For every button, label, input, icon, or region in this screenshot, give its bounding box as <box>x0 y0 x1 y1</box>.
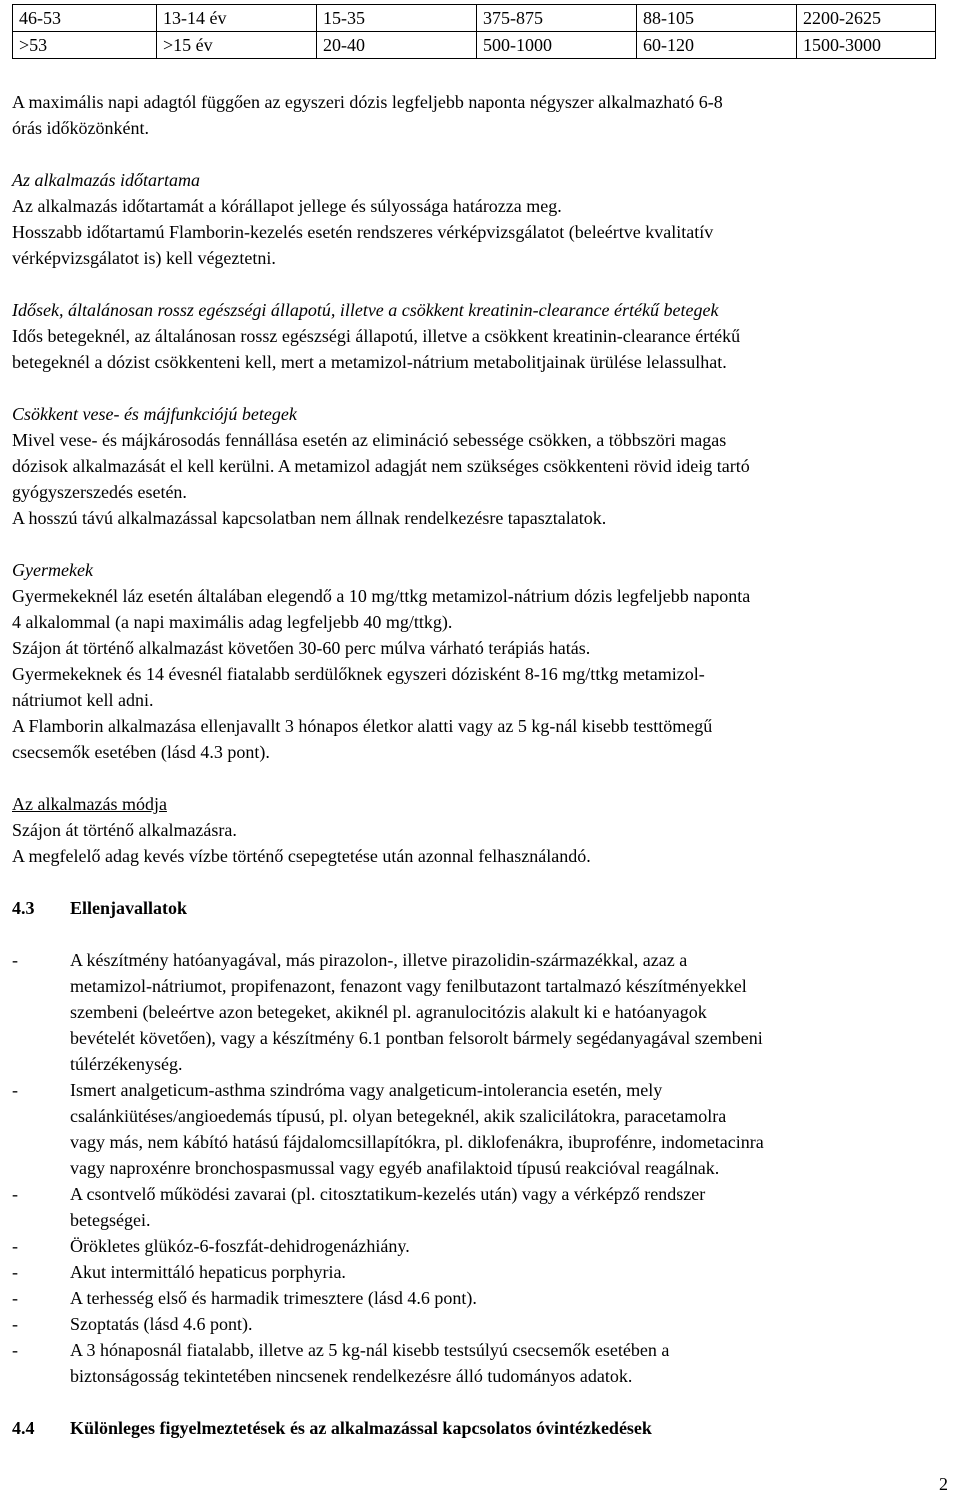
list-item-text: csalánkiütéses/angioedemás típusú, pl. olyan betegeknél, akik szalicilátokra, paracetamolra <box>70 1106 727 1126</box>
list-bullet <box>12 1103 70 1129</box>
children-heading: Gyermekek <box>12 560 93 580</box>
section-4-4-heading <box>12 1415 940 1441</box>
section-number: 4.4 <box>12 1418 35 1438</box>
list-bullet <box>12 1155 70 1181</box>
list-item <box>12 947 940 973</box>
list-bullet <box>12 1207 70 1233</box>
list-item-text: szembeni (beleértve azon betegeket, akiknél pl. agranulocitózis alakult ki e hatóanyagok <box>70 1002 707 1022</box>
method-text: Szájon át történő alkalmazásra. <box>12 820 237 840</box>
list-item-text: biztonságosság tekintetében nincsenek rendelkezésre álló tudományos adatok. <box>70 1366 633 1386</box>
method-text: A megfelelő adag kevés vízbe történő csepegtetése után azonnal felhasználandó. <box>12 846 591 866</box>
table-cell: 46-53 <box>13 5 157 32</box>
section-title: Ellenjavallatok <box>70 898 188 918</box>
list-item <box>12 1311 940 1337</box>
list-item-text: vagy naproxénre bronchospasmussal vagy egyéb anafilaktoid típusú reakcióval reagálnak. <box>70 1158 720 1178</box>
table-row <box>13 5 936 32</box>
list-item-text: A 3 hónaposnál fiatalabb, illetve az 5 kg-nál kisebb testsúlyú csecsemők esetében a <box>70 1340 670 1360</box>
list-item-text: Szoptatás (lásd 4.6 pont). <box>70 1314 253 1334</box>
list-bullet <box>12 973 70 999</box>
table-cell: 20-40 <box>317 32 477 59</box>
list-item-text: túlérzékenység. <box>70 1054 183 1074</box>
renal-text: Mivel vese- és májkárosodás fennállása esetén az elimináció sebessége csökken, a többszöri magas <box>12 430 727 450</box>
list-item <box>12 1129 940 1155</box>
duration-heading: Az alkalmazás időtartama <box>12 170 201 190</box>
list-item <box>12 1259 940 1285</box>
duration-text: Az alkalmazás időtartamát a kórállapot jellege és súlyossága határozza meg. <box>12 196 562 216</box>
dosage-frequency-text: A maximális napi adagtól függően az egyszeri dózis legfeljebb naponta négyszer alkalmazható 6-8 <box>12 92 723 112</box>
section-title: Különleges figyelmeztetések és az alkalmazással kapcsolatos óvintézkedések <box>70 1418 652 1438</box>
dose-table <box>12 4 936 59</box>
list-item <box>12 1181 940 1207</box>
list-item <box>12 1285 940 1311</box>
children-text: Gyermekeknél láz esetén általában elegendő a 10 mg/ttkg metamizol-nátrium dózis legfeljebb naponta <box>12 586 751 606</box>
list-item-text: bevételét követően), vagy a készítmény 6.1 pontban felsorolt bármely segédanyagával szembeni <box>70 1028 763 1048</box>
list-item-text: Örökletes glükóz-6-foszfát-dehidrogenázhiány. <box>70 1236 410 1256</box>
list-item <box>12 1337 940 1363</box>
list-item <box>12 1025 940 1051</box>
list-item <box>12 999 940 1025</box>
list-item-text: A csontvelő működési zavarai (pl. citosztatikum-kezelés után) vagy a vérképző rendszer <box>70 1184 706 1204</box>
list-item <box>12 1103 940 1129</box>
section-4-3-heading <box>12 895 940 921</box>
children-text: 4 alkalommal (a napi maximális adag legfeljebb 40 mg/ttkg). <box>12 612 453 632</box>
table-cell: 2200-2625 <box>797 5 936 32</box>
list-item <box>12 973 940 999</box>
children-text: Gyermekeknek és 14 évesnél fiatalabb serdülőknek egyszeri dózisként 8-16 mg/ttkg metamizol- <box>12 664 705 684</box>
children-text: nátriumot kell adni. <box>12 690 154 710</box>
children-text: csecsemők esetében (lásd 4.3 pont). <box>12 742 270 762</box>
table-cell: 15-35 <box>317 5 477 32</box>
list-bullet: - <box>12 1288 18 1308</box>
list-item-text: Ismert analgeticum-asthma szindróma vagy analgeticum-intolerancia esetén, mely <box>70 1080 663 1100</box>
list-item-text: A terhesség első és harmadik trimesztere (lásd 4.6 pont). <box>70 1288 477 1308</box>
table-cell: 60-120 <box>637 32 797 59</box>
list-bullet: - <box>12 1184 18 1204</box>
document-page <box>12 4 940 1441</box>
renal-text: gyógyszerszedés esetén. <box>12 482 187 502</box>
contraindication-list <box>12 947 940 1389</box>
duration-text: Hosszabb időtartamú Flamborin-kezelés esetén rendszeres vérképvizsgálatot (beleértve kvalitatív <box>12 222 714 242</box>
list-bullet: - <box>12 950 18 970</box>
list-bullet <box>12 1025 70 1051</box>
table-cell: 13-14 év <box>157 5 317 32</box>
page-number: 2 <box>939 1474 948 1494</box>
list-item-text: vagy más, nem kábító hatású fájdalomcsillapítókra, pl. diklofenákra, ibuprofénre, indometacinra <box>70 1132 764 1152</box>
list-bullet <box>12 1129 70 1155</box>
list-bullet: - <box>12 1236 18 1256</box>
children-text: A Flamborin alkalmazása ellenjavallt 3 hónapos életkor alatti vagy az 5 kg-nál kisebb testtömegű <box>12 716 713 736</box>
list-item <box>12 1363 940 1389</box>
list-bullet: - <box>12 1340 18 1360</box>
list-item <box>12 1051 940 1077</box>
list-item <box>12 1077 940 1103</box>
section-number: 4.3 <box>12 898 35 918</box>
list-bullet <box>12 1363 70 1389</box>
list-bullet <box>12 999 70 1025</box>
list-item <box>12 1233 940 1259</box>
table-row <box>13 32 936 59</box>
list-item-text: Akut intermittáló hepaticus porphyria. <box>70 1262 346 1282</box>
elderly-text: betegeknél a dózist csökkenteni kell, mert a metamizol-nátrium metabolitjainak ürülése lelassulhat. <box>12 352 727 372</box>
table-cell: >53 <box>13 32 157 59</box>
table-cell: 500-1000 <box>477 32 637 59</box>
table-cell: 88-105 <box>637 5 797 32</box>
renal-text: dózisok alkalmazását el kell kerülni. A metamizol adagját nem szükséges csökkenteni rövid ideig tartó <box>12 456 750 476</box>
list-bullet: - <box>12 1262 18 1282</box>
renal-text: A hosszú távú alkalmazással kapcsolatban nem állnak rendelkezésre tapasztalatok. <box>12 508 607 528</box>
renal-heading: Csökkent vese- és májfunkciójú betegek <box>12 404 297 424</box>
table-cell: 375-875 <box>477 5 637 32</box>
list-bullet <box>12 1051 70 1077</box>
elderly-text: Idős betegeknél, az általánosan rossz egészségi állapotú, illetve a csökkent kreatinin-clearance értékű <box>12 326 741 346</box>
duration-text: vérképvizsgálatot is) kell végeztetni. <box>12 248 276 268</box>
children-text: Szájon át történő alkalmazást követően 30-60 perc múlva várható terápiás hatás. <box>12 638 591 658</box>
dosage-frequency-text-cont: órás időközönként. <box>12 118 149 138</box>
method-heading: Az alkalmazás módja <box>12 794 167 814</box>
list-item <box>12 1207 940 1233</box>
table-cell: >15 év <box>157 32 317 59</box>
list-bullet: - <box>12 1080 18 1100</box>
elderly-heading: Idősek, általánosan rossz egészségi állapotú, illetve a csökkent kreatinin-clearance értékű betegek <box>12 300 719 320</box>
list-item <box>12 1155 940 1181</box>
list-item-text: A készítmény hatóanyagával, más pirazolon-, illetve pirazolidin-származékkal, azaz a <box>70 950 688 970</box>
list-item-text: betegségei. <box>70 1210 151 1230</box>
list-item-text: metamizol-nátriumot, propifenazont, fenazont vagy fenilbutazont tartalmazó készítményekkel <box>70 976 747 996</box>
list-bullet: - <box>12 1314 18 1334</box>
table-cell: 1500-3000 <box>797 32 936 59</box>
